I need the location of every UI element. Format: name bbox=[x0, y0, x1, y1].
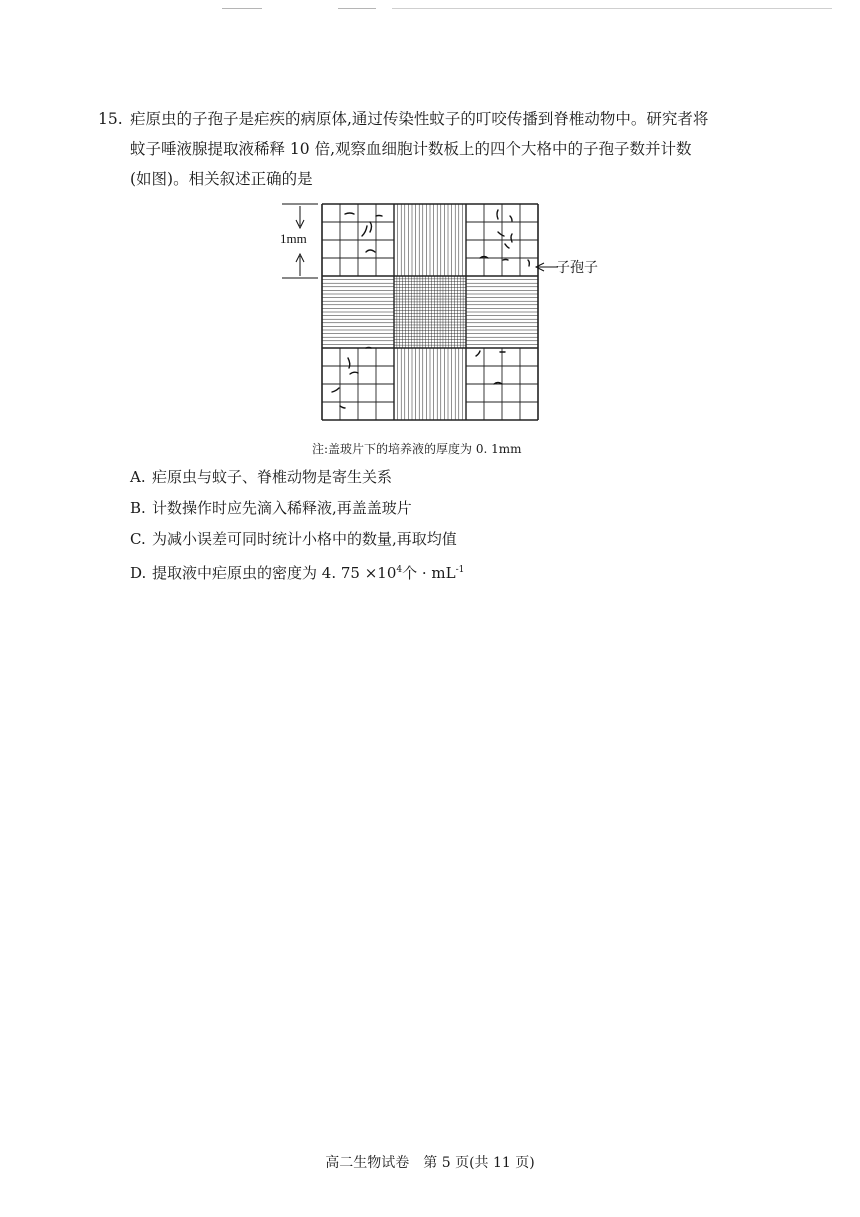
option-c-text: 为减小误差可同时统计小格中的数量,再取均值 bbox=[152, 530, 457, 548]
sporozoite-label: 子孢子 bbox=[556, 260, 598, 276]
hemocytometer-diagram bbox=[270, 196, 610, 432]
sporozoite-pointer bbox=[536, 263, 558, 271]
option-b[interactable] bbox=[130, 493, 464, 524]
scan-edge bbox=[0, 0, 860, 14]
option-d[interactable] bbox=[130, 555, 464, 589]
option-a[interactable] bbox=[130, 462, 464, 493]
option-d-text: 提取液中疟原虫的密度为 4. 75 ×10 bbox=[152, 564, 397, 582]
question-line-3: (如图)。相关叙述正确的是 bbox=[130, 170, 313, 188]
option-c[interactable] bbox=[130, 524, 464, 555]
option-d-exponent: 4 bbox=[396, 565, 403, 575]
option-c-letter: C. bbox=[130, 530, 146, 548]
answer-options bbox=[130, 462, 464, 589]
figure-note: 注:盖玻片下的培养液的厚度为 0. 1mm bbox=[312, 442, 522, 456]
option-a-text: 疟原虫与蚊子、脊椎动物是寄生关系 bbox=[152, 468, 393, 486]
option-d-letter: D. bbox=[130, 564, 147, 582]
option-d-unit-exponent: -1 bbox=[455, 565, 465, 575]
page-footer: 高二生物试卷 第 5 页(共 11 页) bbox=[325, 1155, 535, 1171]
question-line-2: 蚊子唾液腺提取液稀释 10 倍,观察血细胞计数板上的四个大格中的子孢子数并计数 bbox=[130, 140, 692, 158]
option-d-unit: 个 · mL bbox=[402, 564, 456, 582]
option-b-letter: B. bbox=[130, 499, 146, 517]
scale-label: 1mm bbox=[280, 231, 307, 246]
option-b-text: 计数操作时应先滴入稀释液,再盖盖玻片 bbox=[152, 499, 412, 517]
question-line-1: 疟原虫的子孢子是疟疾的病原体,通过传染性蚊子的叮咬传播到脊椎动物中。研究者将 bbox=[130, 110, 709, 128]
question-number: 15. bbox=[98, 110, 123, 128]
option-a-letter: A. bbox=[130, 468, 146, 486]
hemocytometer-figure bbox=[270, 196, 610, 432]
